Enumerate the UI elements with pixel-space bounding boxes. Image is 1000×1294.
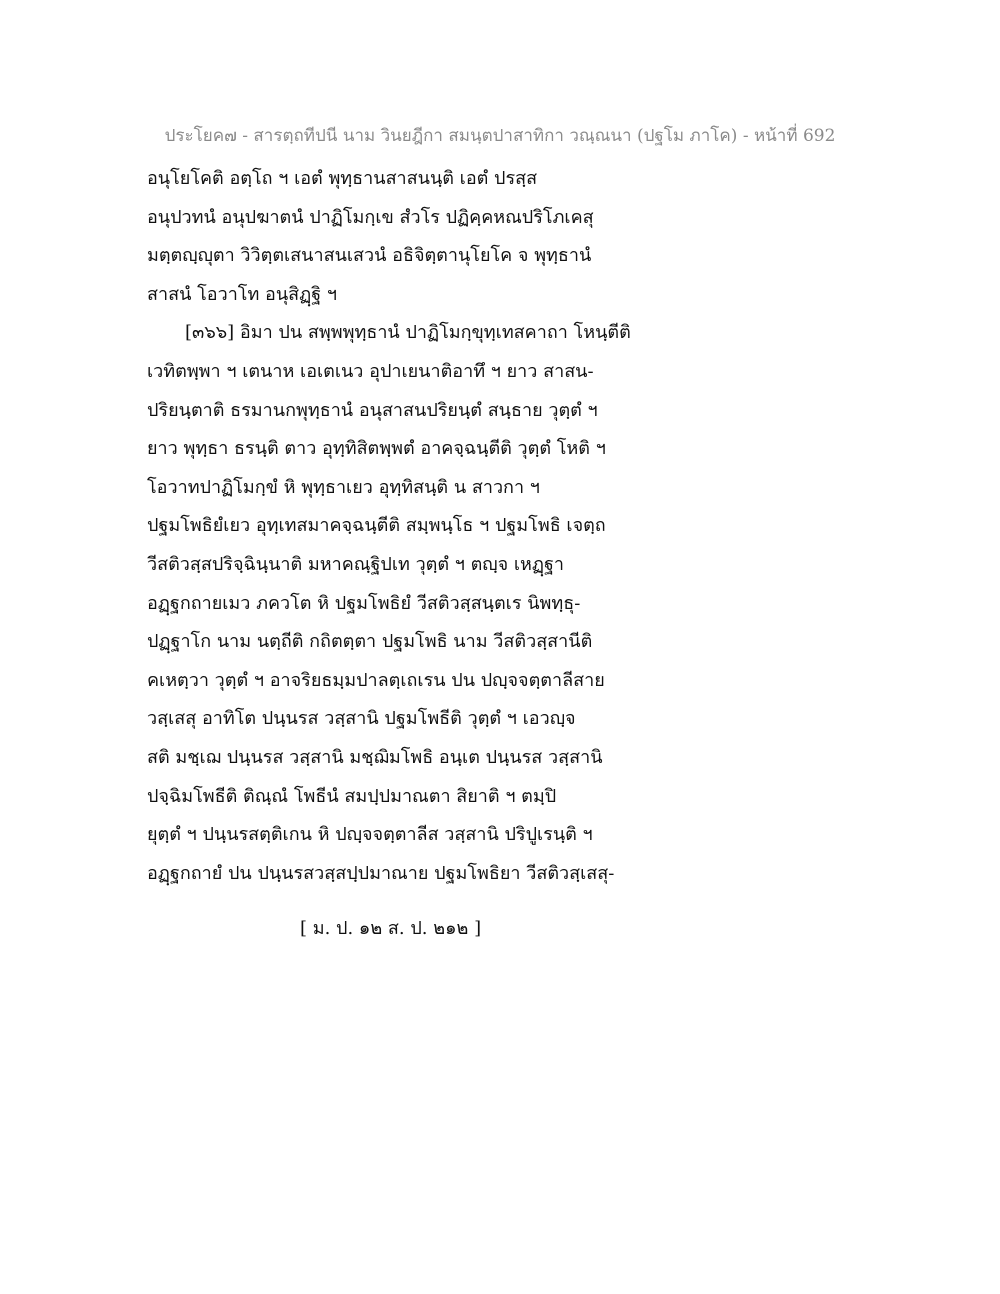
- text-line: มตฺตญฺญุตา วิวิตฺตเสนาสนเสวนํ อธิจิตฺตานุโยโค จ พุทฺธานํ: [147, 245, 592, 267]
- text-line: ปจฺฉิมโพธีติ ติณฺณํ โพธีนํ สมปฺปมาณตา สิยาติ ฯ ตมฺปิ: [147, 785, 557, 807]
- text-line: ยุตฺตํ ฯ ปนฺนรสตฺติเกน หิ ปญฺจจตฺตาลีส วสฺสานิ ปริปูเรนฺติ ฯ: [147, 824, 593, 846]
- text-line: วีสติวสฺสปริจฺฉินฺนาติ มหาคณฺฐิปเท วุตฺตํ ฯ ตญฺจ เหฏฺฐา: [147, 553, 565, 575]
- body-text: [147, 160, 677, 893]
- text-line: อฏฺฐกถายํ ปน ปนฺนรสวสฺสปฺปมาณาย ปฐมโพธิยา วีสติวสฺเสสุ-: [147, 862, 615, 884]
- text-line: สาสนํ โอวาโท อนุสิฏฺฐิ ฯ: [147, 283, 338, 305]
- text-line: สติ มชฺเฌ ปนฺนรส วสฺสานิ มชฺฌิมโพธิ อนฺเต ปนฺนรส วสฺสานิ: [147, 746, 603, 768]
- text-line: วสฺเสสุ อาทิโต ปนฺนรส วสฺสานิ ปฐมโพธีติ วุตฺตํ ฯ เอวญฺจ: [147, 708, 576, 730]
- text-line: คเหตฺวา วุตฺตํ ฯ อาจริยธมฺมปาลตฺเถเรน ปน ปญฺจจตฺตาลีสาย: [147, 669, 605, 691]
- text-line: โอวาทปาฏิโมกฺขํ หิ พุทฺธาเยว อุทฺทิสนฺติ น สาวกา ฯ: [147, 476, 540, 498]
- paragraph-start-line: [๓๖๖] อิมา ปน สพฺพพุทฺธานํ ปาฏิโมกฺขุทฺเทสคาถา โหนฺตีติ: [185, 322, 631, 344]
- page-reference: [ ม. ป. ๑๒ ส. ป. ๒๑๒ ]: [300, 918, 482, 939]
- text-line: ปฐมโพธิยํเยว อุทฺเทสมาคจฺฉนฺตีติ สมฺพนฺโธ ฯ ปฐมโพธิ เจตฺถ: [147, 515, 606, 537]
- page-header: ประโยค๗ - สารตฺถทีปนี นาม วินยฎีกา สมนฺตปาสาทิกา วณฺณนา (ปฐโม ภาโค) - หน้าที่ 692: [164, 126, 836, 146]
- text-line: เวทิตพฺพา ฯ เตนาห เอเตเนว อุปาเยนาติอาทึ ฯ ยาว สาสน-: [147, 360, 594, 382]
- text-line: อฏฺฐกถายเมว ภควโต หิ ปฐมโพธิยํ วีสติวสฺสนฺตเร นิพทฺธุ-: [147, 592, 581, 614]
- text-line: ปฏฺฐาโก นาม นตฺถีติ กถิตตฺตา ปฐมโพธิ นาม วีสติวสฺสานีติ: [147, 631, 593, 653]
- text-line: อนุโยโคติ อตฺโถ ฯ เอตํ พุทฺธานสาสนนฺติ เอตํ ปรสฺส: [147, 168, 538, 189]
- text-line: ปริยนฺตาติ ธรมานกพุทฺธานํ อนุสาสนปริยนฺตํ สนฺธาย วุตฺตํ ฯ: [147, 399, 598, 421]
- text-line: ยาว พุทฺธา ธรนฺติ ตาว อุทฺทิสิตพฺพตํ อาคจฺฉนฺตีติ วุตฺตํ โหติ ฯ: [147, 438, 606, 460]
- text-line: อนุปวทนํ อนุปฆาตนํ ปาฏิโมกฺเข สํวโร ปฏิคฺคหณปริโภเคสุ: [147, 206, 594, 228]
